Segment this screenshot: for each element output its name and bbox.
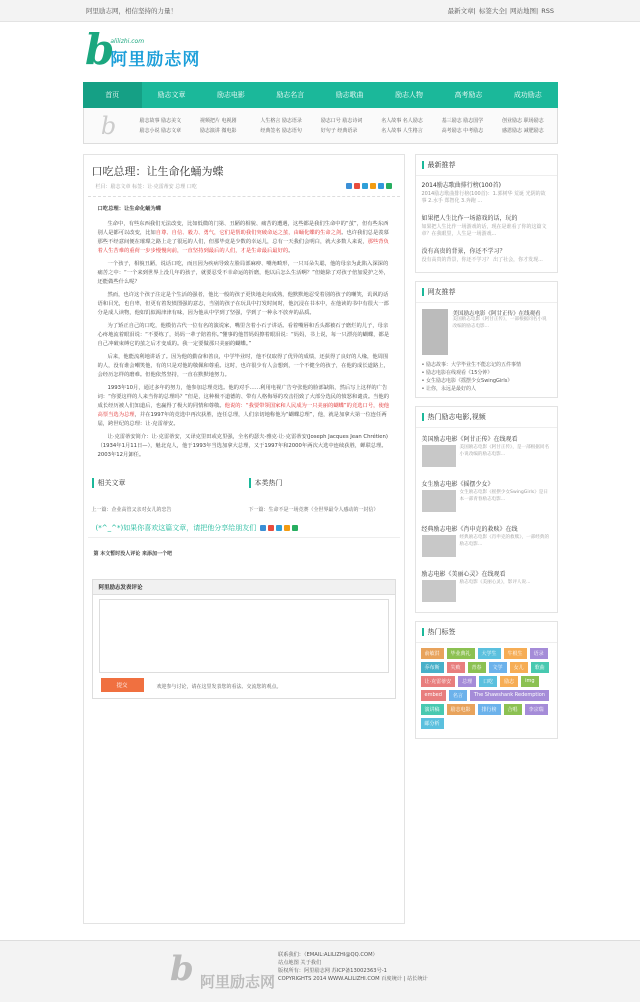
share-icon[interactable] xyxy=(378,183,384,189)
footer-logo-name: 阿里励志网 xyxy=(200,973,276,991)
recent-title[interactable]: 没有高贵的背景，你还不学习？ xyxy=(421,248,506,255)
site-logo[interactable] xyxy=(85,25,201,74)
link-sitemap[interactable]: 网站地图 xyxy=(510,7,537,15)
tag-item[interactable]: 演讲稿 xyxy=(421,704,444,715)
subnav-col[interactable]: 名人故事 名人励志 名人故事 人生格言 xyxy=(381,117,423,134)
video-desc: 女生励志电影《摇摆少女SwingGirls》是日本一部青春励志电影... xyxy=(459,490,548,502)
tag-item[interactable]: img xyxy=(521,676,538,687)
share-appeal: (*^_^*)如果你喜欢这篇文章，请把他分享给朋友们 xyxy=(88,519,400,538)
movie-poster[interactable] xyxy=(422,309,449,355)
video-desc: 经典励志电影《肖申克的救赎》，一部经典的励志电影... xyxy=(459,535,550,547)
recent-heading: 最新推荐 xyxy=(416,155,557,176)
sub-nav xyxy=(83,108,558,144)
nav-movies[interactable]: 励志电影 xyxy=(216,91,245,99)
video-thumb[interactable] xyxy=(422,580,456,602)
list-item[interactable]: • 让你，永远是最好的人 xyxy=(421,386,477,392)
tag-item[interactable]: 青春 xyxy=(468,662,486,673)
share-icon[interactable] xyxy=(346,183,352,189)
tag-item[interactable]: 邮分析 xyxy=(421,718,444,729)
video-title[interactable]: 美国励志电影《阿甘正传》在线观看 xyxy=(421,436,518,443)
video-thumb[interactable] xyxy=(422,535,456,557)
tag-cloud xyxy=(416,643,557,734)
subnav-col[interactable]: 创业励志 职场励志 感恩励志 减肥励志 xyxy=(502,117,544,134)
friend-desc: 美国励志电影《阿甘正传》，一部根据同名小说改编的励志电影... xyxy=(452,317,547,329)
nav-quotes[interactable]: 励志名言 xyxy=(276,91,305,99)
tag-item[interactable]: 大学生 xyxy=(478,648,501,659)
article-meta-text: 栏目：励志文章 标签：让·克雷蒂安 总理 口吃 xyxy=(95,184,197,190)
sidebar xyxy=(415,154,558,924)
tag-item[interactable]: 失败 xyxy=(447,662,465,673)
header xyxy=(85,22,555,82)
tag-item[interactable]: 名言 xyxy=(449,690,467,701)
subnav-col[interactable]: 励志口号 励志诗词 好句子 经典语录 xyxy=(320,117,363,134)
recent-desc: 没有高贵的背景，你还不学习？ 出了社会，你才发现... xyxy=(421,257,543,263)
logo-mark-icon: b xyxy=(85,25,115,74)
video-title[interactable]: 女生励志电影《摇摆少女》 xyxy=(421,481,494,488)
nav-people[interactable]: 励志人物 xyxy=(395,91,424,99)
main-content xyxy=(83,154,405,924)
comment-form xyxy=(92,579,396,699)
nav-gaokao[interactable]: 高考励志 xyxy=(454,91,483,99)
footer-contact[interactable]: 联系我们：（EMAIL:ALILIZHI@QQ.COM） xyxy=(278,952,378,958)
video-thumb[interactable] xyxy=(422,445,456,467)
paragraph: 然而，也许这个孩子注定是个生活的强者，他比一般的孩子更快地走向成熟，他默默地忍受着别的孩子的嘲笑，讥讽的话语和目光，也自卑，但更有着发愤图强的意志，当别的孩子在玩具中打发时间时，他沉浸在书本中，在他读的书中有很大一部分是成人读物，他如饥似渴津津有味，因为他从中学到了坚强，学到了一种永不放弃的品质。 xyxy=(97,292,389,316)
tag-item[interactable]: The Shawshank Redemption xyxy=(470,690,549,701)
share-icon[interactable] xyxy=(362,183,368,189)
tag-item[interactable]: 文学 xyxy=(489,662,507,673)
share-icon[interactable] xyxy=(268,525,274,531)
top-links: 最新文章| 标签大全| 网站地图| RSS xyxy=(447,7,554,15)
video-title[interactable]: 励志电影《美丽心灵》在线观看 xyxy=(421,571,506,578)
nav-home[interactable]: 首页 xyxy=(83,82,142,108)
tag-item[interactable]: 口吃 xyxy=(479,676,497,687)
share-icon[interactable] xyxy=(260,525,266,531)
tags-box xyxy=(415,621,558,739)
next-article-link[interactable]: 下一篇：生命不是一场竞赛（全世界最令人感动的一封信） xyxy=(248,507,379,513)
share-icon[interactable] xyxy=(276,525,282,531)
tag-item[interactable]: 毕业典礼 xyxy=(447,648,475,659)
share-icon[interactable] xyxy=(354,183,360,189)
tag-item[interactable]: 励志 xyxy=(500,676,518,687)
article-subtitle: 口吃总理：让生命化蛹为蝶 xyxy=(97,206,162,212)
recent-title[interactable]: 2014励志歌曲排行榜(100首) xyxy=(421,182,501,189)
footer-info xyxy=(278,951,428,983)
related-section xyxy=(84,472,404,519)
comment-hint: 第 本文暂时没人评论 来添加一个吧 xyxy=(93,551,172,557)
recent-desc: 2014励志歌曲排行榜(100首)：1.郭树华 荒诞 光阴的故事 2.水手 郑智化 3.奔跑 ... xyxy=(421,191,546,204)
comment-textarea[interactable] xyxy=(99,599,389,673)
subnav-col[interactable]: 励志故事 励志美文 励志小说 励志文章 xyxy=(139,117,182,134)
subnav-logo-icon: b xyxy=(100,111,117,140)
tag-item[interactable]: embed xyxy=(421,690,446,701)
video-desc: 美国励志电影《阿甘正传》，是一部根据同名小说改编的励志电影... xyxy=(459,445,550,457)
tag-item[interactable]: 俞敏洪 xyxy=(421,648,444,659)
logo-url: alilizhi.com xyxy=(110,38,145,45)
link-tags[interactable]: 标签大全 xyxy=(478,7,505,15)
footer-logo-icon: b xyxy=(170,949,194,989)
link-rss[interactable]: RSS xyxy=(541,7,554,15)
friend-box xyxy=(415,281,558,398)
paragraph: 一个孩子，相貌丑陋，说话口吃，而且因为疾病导致左脸局部麻痹、嘴角畸形，一只耳朵失聪，他的母亲为此陷入深深的痛苦之中：“一个来到世界上没几年的孩子，就要忍受不幸命运的折磨，他以后怎么生活啊？”但她除了对孩子倍加爱护之外，还能做些什么呢？ xyxy=(97,261,390,285)
footer xyxy=(0,940,640,1002)
top-bar xyxy=(0,0,640,22)
nav-songs[interactable]: 励志歌曲 xyxy=(335,91,364,99)
list-item[interactable]: • 励志故事：大学毕业生不能忘记的五件事情 xyxy=(421,362,522,368)
share-icon[interactable] xyxy=(292,525,298,531)
main-nav xyxy=(83,82,558,108)
article-title: 口吃总理：让生命化蛹为蝶 xyxy=(91,165,224,178)
video-desc: 励志电影《美丽心灵》，影评人说... xyxy=(459,580,531,585)
tag-item[interactable]: 牛根生 xyxy=(504,648,527,659)
nav-success[interactable]: 成功励志 xyxy=(513,91,542,99)
tag-item[interactable]: 语录 xyxy=(530,648,548,659)
article-body xyxy=(84,197,404,472)
recent-title[interactable]: 如果把人生比作一场游戏的话，玩的 xyxy=(421,215,518,222)
friend-title[interactable]: 美国励志电影《阿甘正传》在线观看 xyxy=(452,311,541,317)
subnav-col[interactable]: 基三励志 励志国学 高考励志 中考励志 xyxy=(441,117,484,134)
video-title[interactable]: 经典励志电影《肖申克的救赎》在线 xyxy=(421,526,518,533)
paragraph: 1993年10月，通过多年的努力，他参加总理竞选。他的对手……利用电视广告夸张他的脸部缺陷，然后写上这样的广告词：“你要这样的人来当你的总理吗？”但是，这种极不道德的、带有人格侮辱的攻击招致了大部分选民的愤怒和谴责。当他的成长经历被人们知道后，也赢得了极大的同情和尊敬。他说的：“我要带领国家和人民成为一只美丽的蝴蝶”的竞选口号，使他高票当选为总理，并在1997年的竞选中再次获胜，连任总理，人们亲切地称他为“蝴蝶总理”，他，就是加拿大第一位连任两届，跨世纪的总理：让·克雷蒂安。 xyxy=(97,385,390,427)
tag-item[interactable]: 乔布斯 xyxy=(421,662,444,673)
subnav-col[interactable]: 视频把片 电视剧 励志演讲 微电影 xyxy=(199,117,237,134)
paragraph: 生命中，有些东西我们无法改变，比如低微的门第、丑陋的相貌、痛苦的遭遇，这些都是我们生命中的“茧”，但有些东西别人是都可以改变，比如自尊、自信、毅力、勇气，它们是帮助我们突破命运之茧，由蛹化蝶的生命之剑。也许我们总是羡慕那些不经意间便在璀璨之路上走了很远的人们，但那毕竟是少数的幸运儿，总有一天我们会明白，就大多数人来说，那些背负着人生苦难的重荷一步步慢慢向前，一直坚持到最后的人们，才是生命最后最好的。 xyxy=(97,221,389,254)
share-icon[interactable] xyxy=(386,183,392,189)
footer-links[interactable]: 站点地图 关于我们 xyxy=(278,960,322,966)
footer-copyright: 版权所有：阿里励志网 苏ICP备13002363号-1 xyxy=(278,968,387,974)
logo-name: 阿里励志网 xyxy=(110,50,201,70)
video-box xyxy=(415,406,558,613)
tags-heading: 热门标签 xyxy=(416,622,557,643)
prev-article-link[interactable]: 上一篇：企业高管父亲对女儿的忠告 xyxy=(91,507,172,513)
hot-heading: 本类热门 xyxy=(249,478,396,488)
slogan: 阿里励志网，相信坚持的力量！ xyxy=(86,7,177,15)
tag-item[interactable]: 歌曲 xyxy=(531,662,549,673)
list-item[interactable]: • 女生励志电影《摇摆少女SwingGirls》 xyxy=(421,378,513,384)
paragraph: 让·克雷蒂安简介：让·克雷蒂安，又译克里田或克里强，全名约瑟夫-雅克·让·克雷蒂安(Joseph Jacques Jean Chrétien)（1934年1月11日—），魁北克人，他于1993年当选加拿大总理，又于1997年和2000年两次大选中连续获胜，蝉联总理。2003年12月卸任。 xyxy=(97,434,388,458)
paragraph: 后来，他能流利地讲话了。因为他的勤奋和善良，中学毕业时，他不仅取得了优异的成绩，还获得了良好的人缘，他周围的人，没有谁会嘲笑他，有的只是对他的敬佩和尊重。这时，也许很少有人会想到，一个不健全的孩子，在他的成长道路上，会经历怎样的磨难。但他依然坚持，一直在默默地努力。 xyxy=(97,354,389,378)
comment-hint-text: 欢迎参与讨论，请在这里发表您的看法、交流您的观点。 xyxy=(156,684,282,690)
video-thumb[interactable] xyxy=(422,490,456,512)
tag-item[interactable]: 合唱 xyxy=(504,704,522,715)
comment-form-title: 阿里励志发表评论 xyxy=(93,580,395,595)
footer-stats[interactable]: COPYRIGHTS 2014 WWW.ALILIZHI.COM 百度统计 | 站长统计 xyxy=(278,976,428,982)
subnav-col[interactable]: 人生格言 励志语录 经典签名 励志语句 xyxy=(260,117,302,134)
tag-item[interactable]: 李宗瑞 xyxy=(525,704,548,715)
related-heading: 相关文章 xyxy=(92,478,239,488)
tag-item[interactable]: 排行榜 xyxy=(478,704,501,715)
recent-box xyxy=(415,154,558,273)
tag-item[interactable]: 女儿 xyxy=(510,662,528,673)
share-icon[interactable] xyxy=(284,525,290,531)
tag-item[interactable]: 总理 xyxy=(458,676,476,687)
friend-heading: 网友推荐 xyxy=(416,282,557,303)
nav-articles[interactable]: 励志文章 xyxy=(157,91,186,99)
submit-button[interactable]: 提交 xyxy=(101,678,144,692)
tag-item[interactable]: 励志电影 xyxy=(447,704,475,715)
share-bar xyxy=(346,183,392,190)
tag-item[interactable]: 让·克雷蒂安 xyxy=(421,676,456,687)
recent-desc: 如果把人生比作一场游戏的话，现在是谁看了你的这篇文章？在我眼里，人生是一场游戏... xyxy=(421,224,547,237)
link-latest[interactable]: 最新文章 xyxy=(447,7,474,15)
share-icon[interactable] xyxy=(370,183,376,189)
list-item[interactable]: • 励志电影在线观看《15分钟》 xyxy=(421,370,493,376)
video-heading: 热门励志电影,视频 xyxy=(416,407,557,428)
paragraph: 为了矫正自己的口吃，他模仿古代一位有名的演说家，嘴里含着小石子讲话。看着嘴唇和舌头都被石子磨烂的儿子，母亲心疼地流着眼泪说：“不要练了，妈妈一辈子陪着你。”懂事的他替妈妈擦着眼泪说：“妈妈，书上说，每一只漂亮的蝴蝶，都是自己冲破束缚它的茧之后才变成的。我一定要做那只美丽的蝴蝶。” xyxy=(97,323,390,347)
article-meta xyxy=(88,181,400,197)
